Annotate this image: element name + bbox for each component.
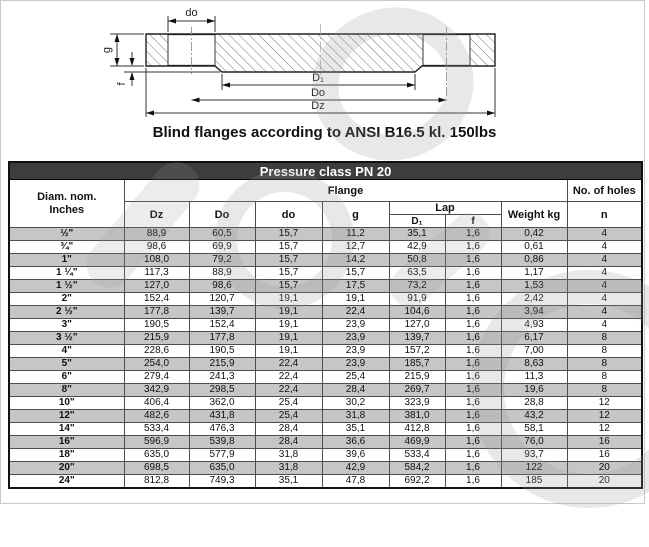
table-cell: 362,0 bbox=[189, 397, 255, 410]
table-cell: 15,7 bbox=[255, 228, 322, 241]
table-cell: 35,1 bbox=[322, 423, 389, 436]
table-cell: 19,1 bbox=[255, 345, 322, 358]
table-cell: 1,6 bbox=[445, 436, 501, 449]
table-cell: 1,6 bbox=[445, 358, 501, 371]
col-header-lap: Lap bbox=[389, 202, 501, 215]
table-cell: 19,1 bbox=[255, 306, 322, 319]
table-cell: 117,3 bbox=[124, 267, 189, 280]
table-cell: 406,4 bbox=[124, 397, 189, 410]
table-cell: 31,8 bbox=[322, 410, 389, 423]
col-header-dz: Dz bbox=[124, 202, 189, 228]
table-row bbox=[9, 254, 642, 267]
table-cell: 1,6 bbox=[445, 254, 501, 267]
table-row bbox=[9, 423, 642, 436]
table-cell: 22,4 bbox=[255, 384, 322, 397]
table-row bbox=[9, 267, 642, 280]
col-header-f: f bbox=[445, 215, 501, 228]
cell-diam-nom: 6" bbox=[9, 371, 124, 384]
table-cell: 177,8 bbox=[189, 332, 255, 345]
table-cell: 42,9 bbox=[322, 462, 389, 475]
table-cell: 4 bbox=[567, 306, 642, 319]
table-row bbox=[9, 410, 642, 423]
table-cell: 1,6 bbox=[445, 267, 501, 280]
table-cell: 35,1 bbox=[255, 475, 322, 489]
table-cell: 177,8 bbox=[124, 306, 189, 319]
table-cell: 4 bbox=[567, 228, 642, 241]
table-cell: 28,4 bbox=[322, 384, 389, 397]
table-cell: 1,6 bbox=[445, 306, 501, 319]
table-cell: 215,9 bbox=[389, 371, 445, 384]
dim-label-g: g bbox=[101, 46, 113, 54]
table-cell: 22,4 bbox=[255, 358, 322, 371]
cell-diam-nom: 12" bbox=[9, 410, 124, 423]
table-cell: 469,9 bbox=[389, 436, 445, 449]
table-cell: 431,8 bbox=[189, 410, 255, 423]
table-cell: 12,7 bbox=[322, 241, 389, 254]
table-cell: 23,9 bbox=[322, 358, 389, 371]
table-cell: 31,8 bbox=[255, 462, 322, 475]
table-cell: 98,6 bbox=[124, 241, 189, 254]
table-cell: 1,6 bbox=[445, 280, 501, 293]
table-cell: 120,7 bbox=[189, 293, 255, 306]
cell-diam-nom: 2 ½" bbox=[9, 306, 124, 319]
cell-diam-nom: 18" bbox=[9, 449, 124, 462]
table-cell: 1,6 bbox=[445, 371, 501, 384]
table-cell: 8,63 bbox=[501, 358, 567, 371]
table-cell: 8 bbox=[567, 384, 642, 397]
table-cell: 15,7 bbox=[322, 267, 389, 280]
table-cell: 596,9 bbox=[124, 436, 189, 449]
table-cell: 25,4 bbox=[255, 397, 322, 410]
table-cell: 1,6 bbox=[445, 332, 501, 345]
table-cell: 635,0 bbox=[124, 449, 189, 462]
cell-diam-nom: 4" bbox=[9, 345, 124, 358]
table-cell: 539,8 bbox=[189, 436, 255, 449]
table-cell: 692,2 bbox=[389, 475, 445, 489]
dim-label-f: f bbox=[116, 82, 128, 86]
cell-diam-nom: 3" bbox=[9, 319, 124, 332]
table-cell: 4 bbox=[567, 319, 642, 332]
table-cell: 91,9 bbox=[389, 293, 445, 306]
table-cell: 76,0 bbox=[501, 436, 567, 449]
table-cell: 4 bbox=[567, 254, 642, 267]
table-cell: 1,6 bbox=[445, 293, 501, 306]
cell-diam-nom: 20" bbox=[9, 462, 124, 475]
table-row bbox=[9, 371, 642, 384]
table-cell: 23,9 bbox=[322, 345, 389, 358]
table-cell: 254,0 bbox=[124, 358, 189, 371]
table-cell: 60,5 bbox=[189, 228, 255, 241]
cell-diam-nom: 24" bbox=[9, 475, 124, 489]
table-cell: 749,3 bbox=[189, 475, 255, 489]
table-cell: 22,4 bbox=[322, 306, 389, 319]
table-cell: 127,0 bbox=[389, 319, 445, 332]
table-cell: 190,5 bbox=[124, 319, 189, 332]
table-cell: 8 bbox=[567, 358, 642, 371]
table-cell: 4 bbox=[567, 280, 642, 293]
table-cell: 279,4 bbox=[124, 371, 189, 384]
table-cell: 19,1 bbox=[255, 319, 322, 332]
table-row bbox=[9, 449, 642, 462]
table-cell: 12 bbox=[567, 410, 642, 423]
col-header-n: n bbox=[567, 202, 642, 228]
table-cell: 1,6 bbox=[445, 228, 501, 241]
flange-table bbox=[8, 161, 643, 489]
col-header-diam-nom bbox=[9, 180, 124, 228]
table-cell: 104,6 bbox=[389, 306, 445, 319]
table-row bbox=[9, 345, 642, 358]
table-row bbox=[9, 475, 642, 489]
cell-diam-nom: ¾" bbox=[9, 241, 124, 254]
table-cell: 15,7 bbox=[255, 280, 322, 293]
table-cell: 17,5 bbox=[322, 280, 389, 293]
table-cell: 16 bbox=[567, 449, 642, 462]
table-cell: 1,6 bbox=[445, 423, 501, 436]
table-cell: 241,3 bbox=[189, 371, 255, 384]
table-cell: 152,4 bbox=[189, 319, 255, 332]
table-cell: 35,1 bbox=[389, 228, 445, 241]
table-cell: 42,9 bbox=[389, 241, 445, 254]
table-cell: 215,9 bbox=[124, 332, 189, 345]
table-row bbox=[9, 280, 642, 293]
table-cell: 23,9 bbox=[322, 319, 389, 332]
table-row bbox=[9, 397, 642, 410]
table-cell: 4,93 bbox=[501, 319, 567, 332]
bolt-hole-right bbox=[423, 27, 470, 96]
table-cell: 1,6 bbox=[445, 410, 501, 423]
table-cell: 20 bbox=[567, 475, 642, 489]
table-cell: 73,2 bbox=[389, 280, 445, 293]
table-cell: 7,00 bbox=[501, 345, 567, 358]
table-row bbox=[9, 293, 642, 306]
table-cell: 228,6 bbox=[124, 345, 189, 358]
table-cell: 28,4 bbox=[255, 436, 322, 449]
table-cell: 19,6 bbox=[501, 384, 567, 397]
table-row bbox=[9, 462, 642, 475]
table-cell: 15,7 bbox=[255, 241, 322, 254]
table-row bbox=[9, 306, 642, 319]
table-cell: 482,6 bbox=[124, 410, 189, 423]
table-cell: 412,8 bbox=[389, 423, 445, 436]
table-cell: 93,7 bbox=[501, 449, 567, 462]
col-header-do-hole: do bbox=[255, 202, 322, 228]
dim-label-do-hole: do bbox=[185, 7, 198, 19]
table-cell: 58,1 bbox=[501, 423, 567, 436]
table-cell: 190,5 bbox=[189, 345, 255, 358]
table-cell: 12 bbox=[567, 423, 642, 436]
table-cell: 6,17 bbox=[501, 332, 567, 345]
cell-diam-nom: 1 ¼" bbox=[9, 267, 124, 280]
table-cell: 1,6 bbox=[445, 397, 501, 410]
table-cell: 16 bbox=[567, 436, 642, 449]
table-cell: 108,0 bbox=[124, 254, 189, 267]
table-cell: 122 bbox=[501, 462, 567, 475]
table-cell: 1,6 bbox=[445, 449, 501, 462]
cell-diam-nom: 8" bbox=[9, 384, 124, 397]
table-cell: 28,4 bbox=[255, 423, 322, 436]
table-cell: 12 bbox=[567, 397, 642, 410]
table-cell: 2,42 bbox=[501, 293, 567, 306]
cell-diam-nom: 10" bbox=[9, 397, 124, 410]
table-cell: 0,86 bbox=[501, 254, 567, 267]
flange-table-body bbox=[9, 228, 642, 489]
table-cell: 1,6 bbox=[445, 384, 501, 397]
cell-diam-nom: 2" bbox=[9, 293, 124, 306]
table-cell: 88,9 bbox=[189, 267, 255, 280]
table-row bbox=[9, 384, 642, 397]
table-cell: 342,9 bbox=[124, 384, 189, 397]
table-cell: 269,7 bbox=[389, 384, 445, 397]
flange-drawing bbox=[0, 4, 649, 122]
dim-label-d1: D₁ bbox=[312, 72, 324, 84]
cell-diam-nom: 3 ½" bbox=[9, 332, 124, 345]
table-cell: 1,6 bbox=[445, 475, 501, 489]
table-cell: 31,8 bbox=[255, 449, 322, 462]
table-cell: 0,42 bbox=[501, 228, 567, 241]
table-cell: 4 bbox=[567, 267, 642, 280]
table-cell: 8 bbox=[567, 332, 642, 345]
table-cell: 23,9 bbox=[322, 332, 389, 345]
table-cell: 19,1 bbox=[322, 293, 389, 306]
table-cell: 323,9 bbox=[389, 397, 445, 410]
table-cell: 152,4 bbox=[124, 293, 189, 306]
table-cell: 36,6 bbox=[322, 436, 389, 449]
table-cell: 381,0 bbox=[389, 410, 445, 423]
table-cell: 22,4 bbox=[255, 371, 322, 384]
table-title-bar: Pressure class PN 20 bbox=[9, 162, 642, 180]
table-row bbox=[9, 436, 642, 449]
drawing-caption: Blind flanges according to ANSI B16.5 kl. 150lbs bbox=[152, 124, 497, 141]
flange-table-container bbox=[8, 161, 641, 489]
table-cell: 812,8 bbox=[124, 475, 189, 489]
table-cell: 39,6 bbox=[322, 449, 389, 462]
table-cell: 127,0 bbox=[124, 280, 189, 293]
table-cell: 0,61 bbox=[501, 241, 567, 254]
table-cell: 1,6 bbox=[445, 345, 501, 358]
dim-g bbox=[101, 34, 144, 66]
col-header-weight: Weight kg bbox=[501, 202, 567, 228]
col-header-flange: Flange bbox=[124, 180, 567, 202]
table-cell: 30,2 bbox=[322, 397, 389, 410]
table-cell: 584,2 bbox=[389, 462, 445, 475]
cell-diam-nom: 1 ½" bbox=[9, 280, 124, 293]
table-cell: 43,2 bbox=[501, 410, 567, 423]
table-cell: 3,94 bbox=[501, 306, 567, 319]
table-row bbox=[9, 228, 642, 241]
table-cell: 98,6 bbox=[189, 280, 255, 293]
table-cell: 88,9 bbox=[124, 228, 189, 241]
table-cell: 11,2 bbox=[322, 228, 389, 241]
table-cell: 533,4 bbox=[389, 449, 445, 462]
table-row bbox=[9, 358, 642, 371]
col-header-do-outer: Do bbox=[189, 202, 255, 228]
table-cell: 79,2 bbox=[189, 254, 255, 267]
table-cell: 1,17 bbox=[501, 267, 567, 280]
table-cell: 11,3 bbox=[501, 371, 567, 384]
cell-diam-nom: 16" bbox=[9, 436, 124, 449]
table-cell: 185 bbox=[501, 475, 567, 489]
table-cell: 8 bbox=[567, 371, 642, 384]
table-cell: 215,9 bbox=[189, 358, 255, 371]
table-cell: 185,7 bbox=[389, 358, 445, 371]
table-cell: 157,2 bbox=[389, 345, 445, 358]
table-row bbox=[9, 332, 642, 345]
table-cell: 8 bbox=[567, 345, 642, 358]
table-cell: 298,5 bbox=[189, 384, 255, 397]
table-cell: 533,4 bbox=[124, 423, 189, 436]
dim-label-do-circle: Do bbox=[310, 87, 326, 99]
table-cell: 15,7 bbox=[255, 267, 322, 280]
table-cell: 20 bbox=[567, 462, 642, 475]
table-cell: 1,6 bbox=[445, 319, 501, 332]
col-header-diam-line1: Diam. nom. bbox=[37, 190, 97, 203]
dim-label-dz: Dz bbox=[311, 100, 325, 112]
table-cell: 14,2 bbox=[322, 254, 389, 267]
table-cell: 50,8 bbox=[389, 254, 445, 267]
table-cell: 139,7 bbox=[189, 306, 255, 319]
table-cell: 698,5 bbox=[124, 462, 189, 475]
table-cell: 15,7 bbox=[255, 254, 322, 267]
cell-diam-nom: 14" bbox=[9, 423, 124, 436]
table-cell: 577,9 bbox=[189, 449, 255, 462]
table-cell: 19,1 bbox=[255, 293, 322, 306]
col-header-g: g bbox=[322, 202, 389, 228]
table-cell: 28,8 bbox=[501, 397, 567, 410]
table-cell: 19,1 bbox=[255, 332, 322, 345]
table-cell: 63,5 bbox=[389, 267, 445, 280]
cell-diam-nom: 5" bbox=[9, 358, 124, 371]
table-cell: 1,53 bbox=[501, 280, 567, 293]
table-cell: 4 bbox=[567, 241, 642, 254]
table-cell: 139,7 bbox=[389, 332, 445, 345]
cell-diam-nom: ½" bbox=[9, 228, 124, 241]
col-header-diam-line2: Inches bbox=[49, 203, 85, 216]
col-header-holes: No. of holes bbox=[567, 180, 642, 202]
table-cell: 25,4 bbox=[322, 371, 389, 384]
table-row bbox=[9, 319, 642, 332]
table-row bbox=[9, 241, 642, 254]
table-cell: 1,6 bbox=[445, 241, 501, 254]
table-cell: 635,0 bbox=[189, 462, 255, 475]
col-header-d1: D₁ bbox=[389, 215, 445, 228]
table-cell: 4 bbox=[567, 293, 642, 306]
table-cell: 1,6 bbox=[445, 462, 501, 475]
table-cell: 69,9 bbox=[189, 241, 255, 254]
table-cell: 476,3 bbox=[189, 423, 255, 436]
table-cell: 25,4 bbox=[255, 410, 322, 423]
table-cell: 47,8 bbox=[322, 475, 389, 489]
cell-diam-nom: 1" bbox=[9, 254, 124, 267]
